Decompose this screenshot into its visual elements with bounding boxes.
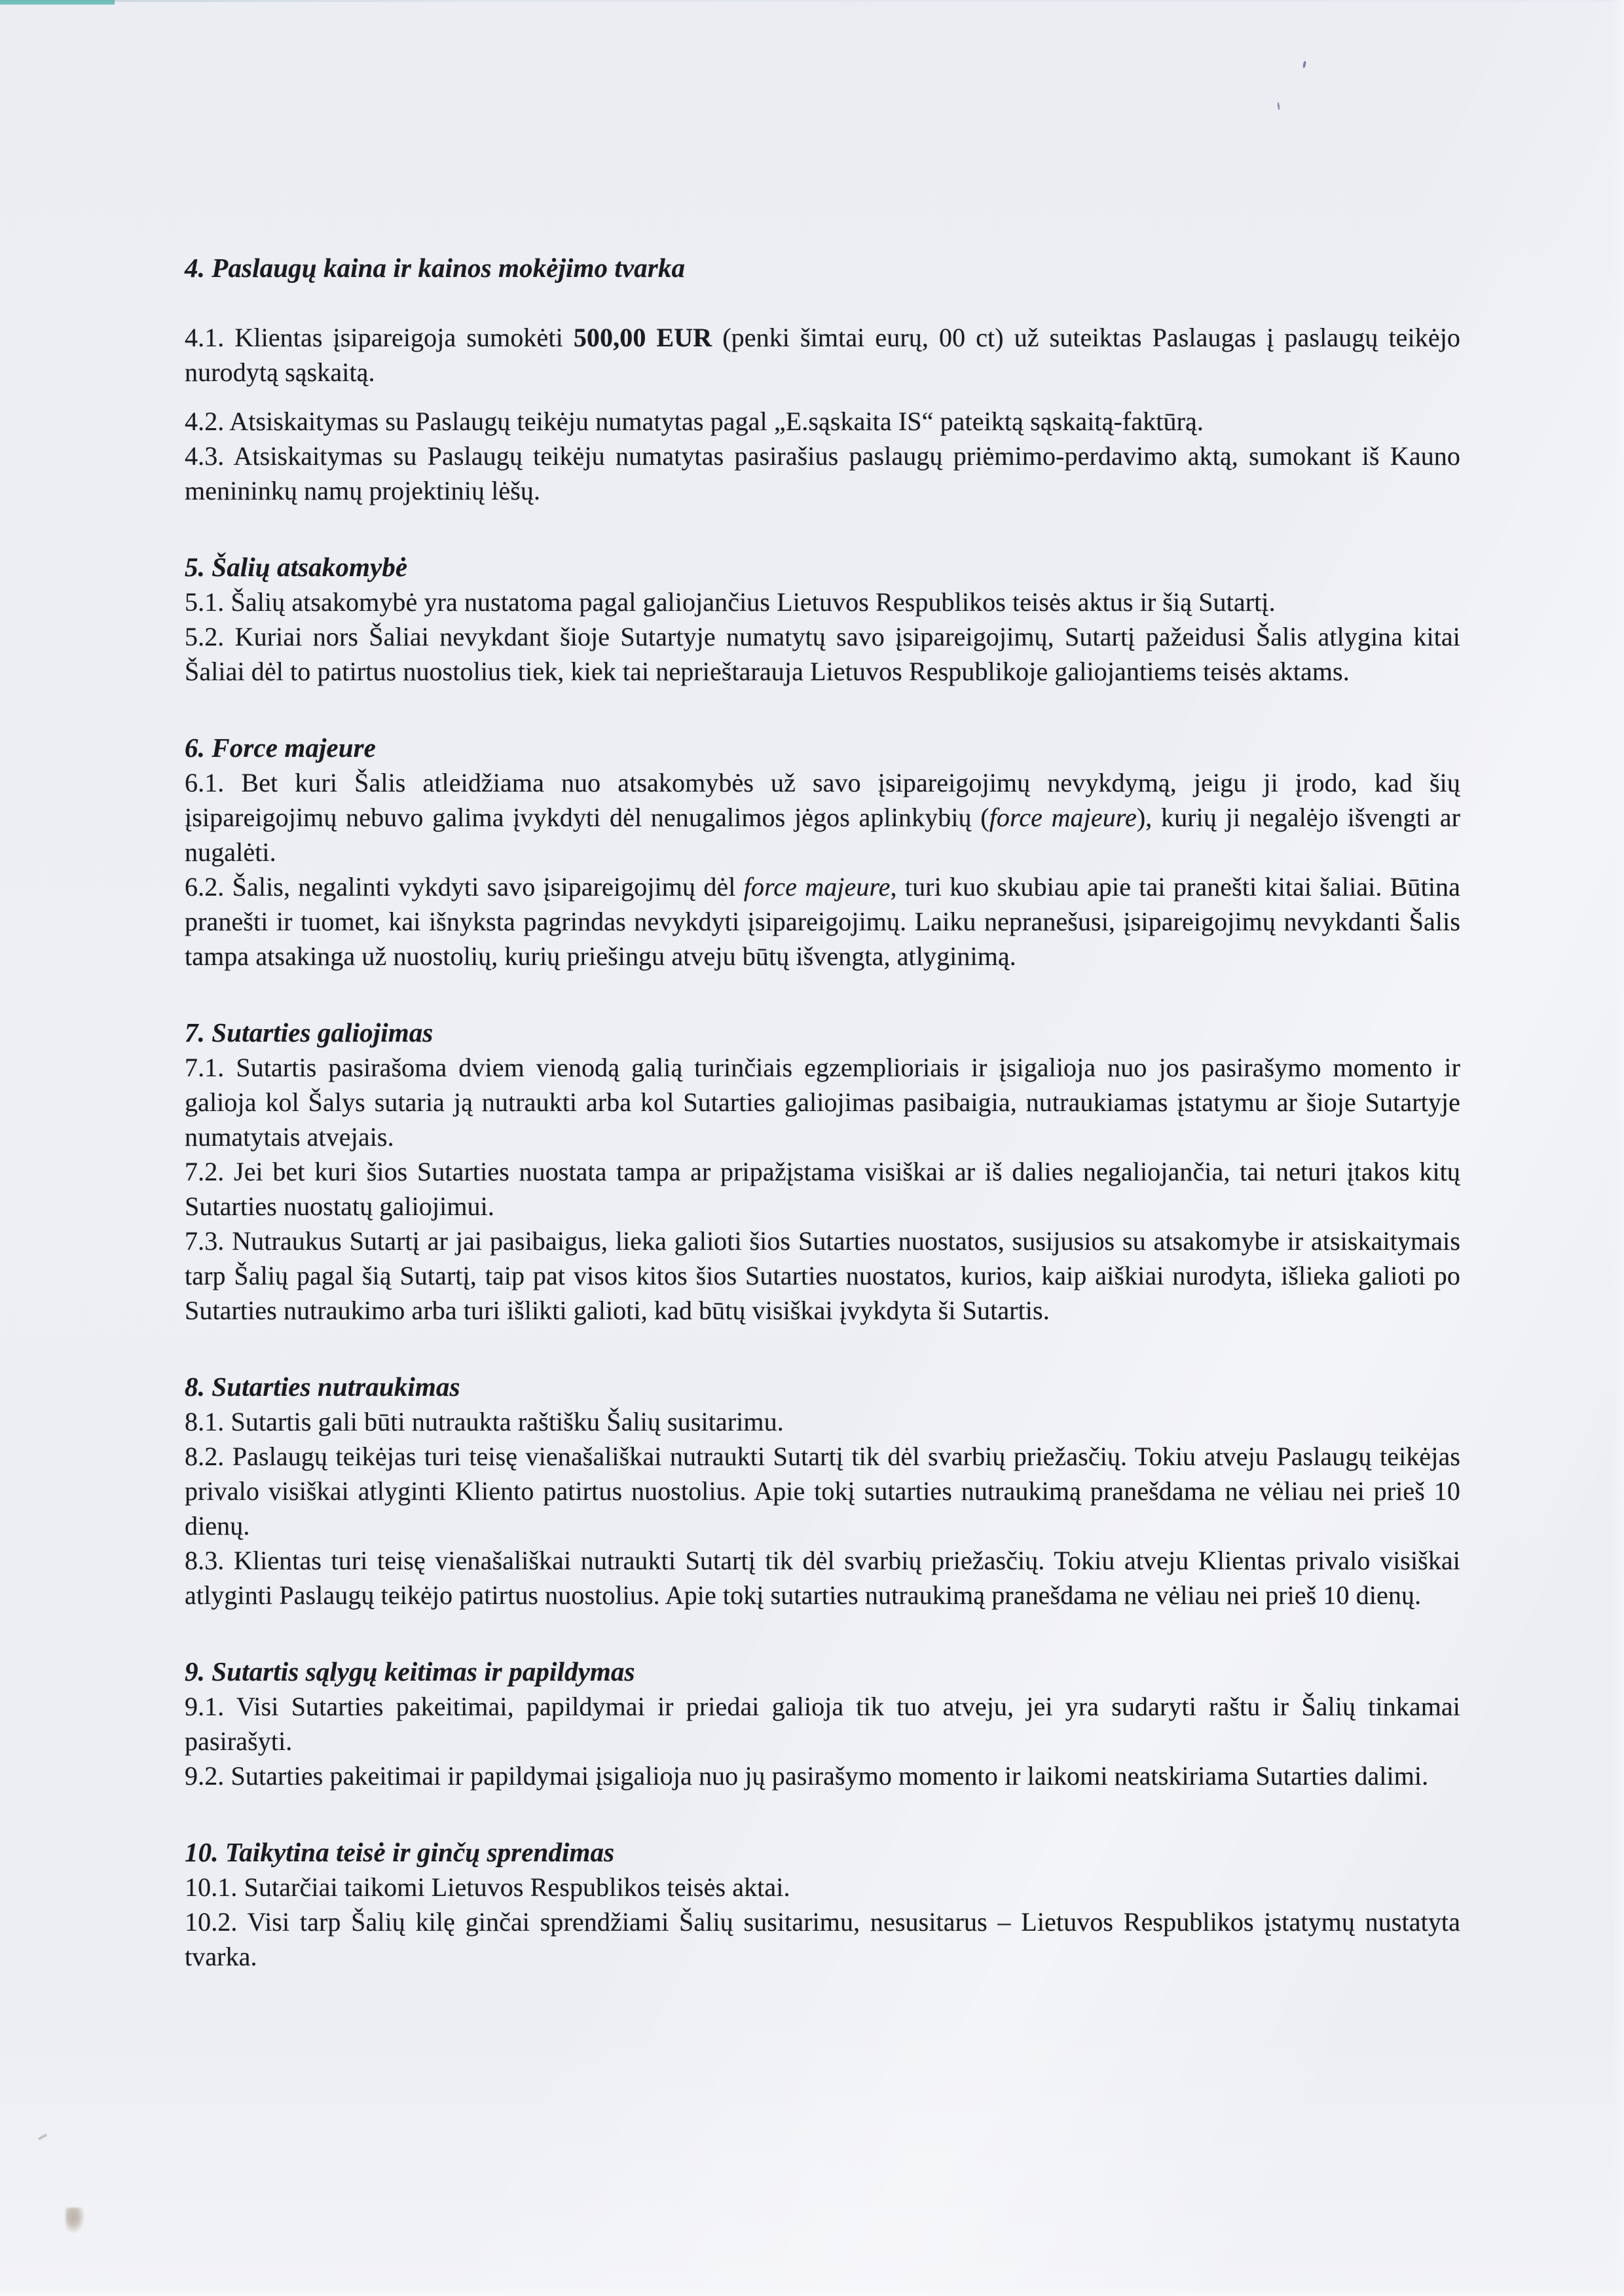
clause-text: 8.3. Klientas turi teisę vienašališkai nutraukti Sutartį tik dėl svarbių priežasčių. Tokiu atveju Klientas privalo visiškai atlyginti Paslaugų teikėjo patirtus nuostolius. Apie tokį sutarties nutraukimą pranešdama ne vėliau nei prieš 10 dienų. — [185, 1546, 1460, 1610]
clause-10-2 — [185, 1904, 1460, 1974]
clause-text: (penki šimtai eurų, 00 ct) už suteiktas Paslaugas į paslaugų teikėjo nurodytą sąskaitą. — [185, 323, 1461, 387]
scan-smudge — [65, 2208, 85, 2234]
clause-text: 9.2. Sutarties pakeitimai ir papildymai įsigalioja nuo jų pasirašymo momento ir laikomi neatskiriama Sutarties dalimi. — [185, 1761, 1429, 1791]
force-majeure-term: force majeure — [989, 803, 1137, 832]
clause-9-2 — [185, 1758, 1460, 1793]
clause-7-2 — [185, 1154, 1460, 1224]
clause-text: 7.1. Sutartis pasirašoma dviem vienodą galią turinčiais egzemplioriais ir įsigalioja nuo jos pasirašymo momento ir galioja kol Šalys sutaria ją nutraukti arba kol Sutarties galiojimas pasibaigia, nutraukiamas įstatymu ar šioje Sutartyje numatytais atvejais. — [185, 1053, 1460, 1152]
scan-speck — [1302, 61, 1306, 69]
clause-4-1 — [185, 320, 1460, 390]
clause-5-2 — [185, 619, 1460, 689]
scan-edge-right — [1612, 0, 1624, 2296]
clause-6-2 — [185, 869, 1460, 974]
clause-4-2 — [185, 404, 1460, 439]
section-5-liability — [185, 550, 1460, 689]
section-10-governing-law — [185, 1835, 1460, 1974]
clause-text: 4.1. Klientas įsipareigoja sumokėti — [185, 323, 574, 352]
section-4-price-and-payment — [185, 251, 1460, 508]
section-6-force-majeure — [185, 731, 1460, 974]
price-amount: 500,00 EUR — [573, 323, 712, 352]
scan-edge-teal-strip — [0, 0, 115, 5]
section-7-validity — [185, 1015, 1460, 1328]
section-heading: 4. Paslaugų kaina ir kainos mokėjimo tvarka — [185, 253, 686, 283]
scan-speck — [1277, 102, 1280, 110]
clause-text: 8.2. Paslaugų teikėjas turi teisę vienašališkai nutraukti Sutartį tik dėl svarbių priežasčių. Tokiu atveju Paslaugų teikėjas privalo visiškai atlyginti Kliento patirtus nuostolius. Apie tokį sutarties nutraukimą pranešdama ne vėliau nei prieš 10 dienų. — [185, 1442, 1460, 1540]
clause-7-3 — [185, 1224, 1460, 1328]
section-heading: 8. Sutarties nutraukimas — [185, 1372, 460, 1402]
clause-10-1 — [185, 1870, 1460, 1904]
clause-text: 4.2. Atsiskaitymas su Paslaugų teikėju numatytas pagal „E.sąskaita IS“ pateiktą sąskaitą-faktūrą. — [185, 407, 1204, 436]
scan-edge-top-line — [0, 0, 1624, 2]
clause-text: 7.3. Nutraukus Sutartį ar jai pasibaigus, lieka galioti šios Sutarties nuostatos, susijusios su atsakomybe ir atsiskaitymais tarp Šalių pagal šią Sutartį, taip pat visos kitos šios Sutarties nuostatos, kurios, kaip aiškiai nurodyta, išlieka galioti po Sutarties nutraukimo arba turi išlikti galioti, kad būtų visiškai įvykdyta ši Sutartis. — [185, 1226, 1460, 1325]
clause-4-3 — [185, 439, 1460, 508]
scan-edge-bottom — [0, 2287, 1624, 2296]
clause-text: 8.1. Sutartis gali būti nutraukta raštišku Šalių susitarimu. — [185, 1407, 784, 1436]
force-majeure-term: force majeure — [743, 872, 891, 902]
clause-8-3 — [185, 1543, 1460, 1613]
section-8-termination — [185, 1370, 1460, 1613]
section-9-amendments — [185, 1654, 1460, 1793]
clause-7-1 — [185, 1050, 1460, 1154]
section-heading: 5. Šalių atsakomybė — [185, 552, 408, 582]
pencil-mark — [38, 2134, 47, 2140]
clause-8-2 — [185, 1439, 1460, 1543]
clause-5-1 — [185, 585, 1460, 619]
section-heading: 10. Taikytina teisė ir ginčų sprendimas — [185, 1837, 615, 1867]
clause-text: ), kurių ji negalėjo išvengti ar nugalėti. — [185, 803, 1460, 867]
clause-text: 6.1. Bet kuri Šalis atleidžiama nuo atsakomybės už savo įsipareigojimų nevykdymą, jeigu ji įrodo, kad šių įsipareigojimų nebuvo galima įvykdyti dėl nenugalimos jėgos aplinkybių ( — [185, 768, 1460, 832]
clause-text: 10.1. Sutarčiai taikomi Lietuvos Respublikos teisės aktai. — [185, 1872, 790, 1902]
clause-text: , turi kuo skubiau apie tai pranešti kitai šaliai. Būtina pranešti ir tuomet, kai išnyksta pagrindas nevykdyti įsipareigojimų. Laiku nepranešusi, įsipareigojimų nevykdanti Šalis tampa atsakinga už nuostolių, kurių priešingu atveju būtų išvengta, atlyginimą. — [185, 872, 1461, 971]
clause-text: 4.3. Atsiskaitymas su Paslaugų teikėju numatytas pasirašius paslaugų priėmimo-perdavimo aktą, sumokant iš Kauno menininkų namų projektinių lėšų. — [185, 441, 1460, 505]
clause-6-1 — [185, 765, 1460, 869]
section-heading: 7. Sutarties galiojimas — [185, 1017, 434, 1048]
clause-text: 7.2. Jei bet kuri šios Sutarties nuostata tampa ar pripažįstama visiškai ar iš dalies negaliojančia, tai neturi įtakos kitų Sutarties nuostatų galiojimui. — [185, 1157, 1460, 1221]
clause-text: 9.1. Visi Sutarties pakeitimai, papildymai ir priedai galioja tik tuo atveju, jei yra sudaryti raštu ir Šalių tinkamai pasirašyti. — [185, 1692, 1460, 1756]
section-heading: 9. Sutartis sąlygų keitimas ir papildymas — [185, 1656, 635, 1686]
clause-9-1 — [185, 1689, 1460, 1758]
clause-text: 10.2. Visi tarp Šalių kilę ginčai sprendžiami Šalių susitarimu, nesusitarus – Lietuvos Respublikos įstatymų nustatyta tvarka. — [185, 1907, 1460, 1971]
clause-text: 6.2. Šalis, negalinti vykdyti savo įsipareigojimų dėl — [185, 872, 744, 902]
section-heading: 6. Force majeure — [185, 733, 376, 763]
clause-text: 5.2. Kuriai nors Šaliai nevykdant šioje Sutartyje numatytų savo įsipareigojimų, Sutartį pažeidusi Šalis atlygina kitai Šaliai dėl to patirtus nuostolius tiek, kiek tai neprieštarauja Lietuvos Respublikoje galiojantiems teisės aktams. — [185, 622, 1460, 686]
clause-text: 5.1. Šalių atsakomybė yra nustatoma pagal galiojančius Lietuvos Respublikos teisės aktus ir šią Sutartį. — [185, 587, 1276, 617]
contract-text-block — [185, 251, 1460, 1974]
clause-8-1 — [185, 1404, 1460, 1439]
